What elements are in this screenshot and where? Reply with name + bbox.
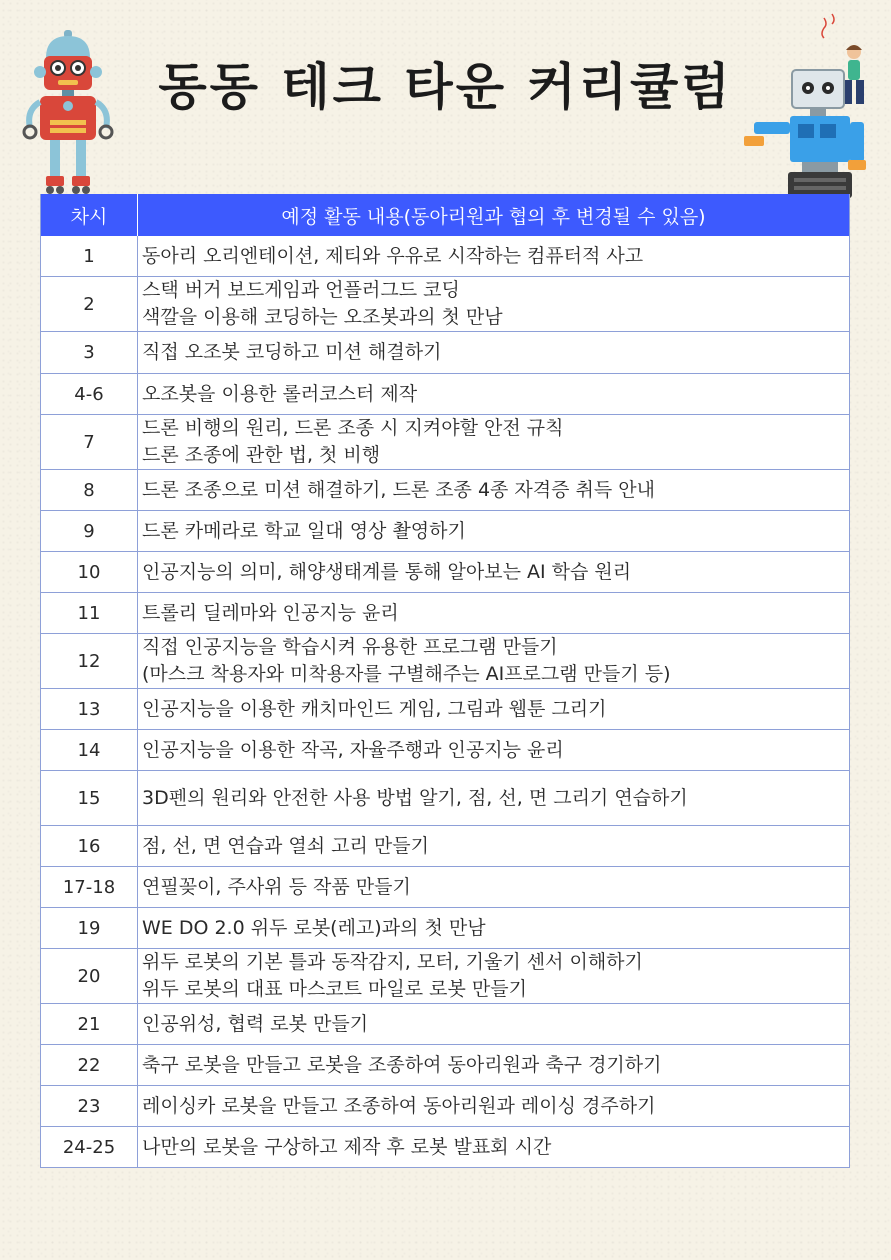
activity-cell xyxy=(138,730,849,770)
curriculum-table xyxy=(40,194,850,1168)
table-row xyxy=(41,1127,849,1168)
session-number: 21 xyxy=(41,1004,138,1044)
table-row xyxy=(41,908,849,949)
session-number: 17-18 xyxy=(41,867,138,907)
session-number: 22 xyxy=(41,1045,138,1085)
activity-cell xyxy=(138,277,849,331)
activity-line: 드론 조종에 관한 법, 첫 비행 xyxy=(142,444,381,466)
activity-line: 동아리 오리엔테이션, 제티와 우유로 시작하는 컴퓨터적 사고 xyxy=(142,244,644,267)
activity-line: WE DO 2.0 위두 로봇(레고)과의 첫 만남 xyxy=(142,916,486,939)
activity-cell xyxy=(138,1045,849,1085)
activity-cell xyxy=(138,1086,849,1126)
header-activity: 예정 활동 내용(동아리원과 협의 후 변경될 수 있음) xyxy=(281,205,706,228)
activity-cell xyxy=(138,511,849,551)
activity-line: 인공지능의 의미, 해양생태계를 통해 알아보는 AI 학습 원리 xyxy=(142,560,632,583)
activity-line: 오조봇을 이용한 롤러코스터 제작 xyxy=(142,382,418,405)
activity-cell xyxy=(138,771,849,825)
session-number: 8 xyxy=(41,470,138,510)
activity-line: 색깔을 이용해 코딩하는 오조봇과의 첫 만남 xyxy=(142,306,503,328)
activity-cell xyxy=(138,867,849,907)
table-row xyxy=(41,593,849,634)
red-robot-illustration xyxy=(22,28,114,196)
session-number: 4-6 xyxy=(41,374,138,414)
table-row xyxy=(41,634,849,689)
table-row xyxy=(41,949,849,1004)
table-row xyxy=(41,1086,849,1127)
activity-cell xyxy=(138,236,849,276)
table-row xyxy=(41,415,849,470)
activity-line: 드론 조종으로 미션 해결하기, 드론 조종 4종 자격증 취득 안내 xyxy=(142,478,655,501)
session-number: 11 xyxy=(41,593,138,633)
session-number: 2 xyxy=(41,277,138,331)
activity-cell xyxy=(138,593,849,633)
activity-line: 드론 비행의 원리, 드론 조종 시 지켜야할 안전 규칙 xyxy=(142,417,564,439)
table-row xyxy=(41,332,849,374)
session-number: 16 xyxy=(41,826,138,866)
session-number: 14 xyxy=(41,730,138,770)
activity-line: 인공지능을 이용한 캐치마인드 게임, 그림과 웹툰 그리기 xyxy=(142,697,607,720)
activity-cell xyxy=(138,1004,849,1044)
session-number: 9 xyxy=(41,511,138,551)
session-number: 19 xyxy=(41,908,138,948)
session-number: 7 xyxy=(41,415,138,469)
table-row xyxy=(41,470,849,511)
activity-cell xyxy=(138,374,849,414)
activity-line: 3D펜의 원리와 안전한 사용 방법 알기, 점, 선, 면 그리기 연습하기 xyxy=(142,786,688,809)
activity-line: 축구 로봇을 만들고 로봇을 조종하여 동아리원과 축구 경기하기 xyxy=(142,1053,662,1076)
activity-line: 드론 카메라로 학교 일대 영상 촬영하기 xyxy=(142,519,466,542)
blue-robot-illustration xyxy=(740,10,870,200)
table-row xyxy=(41,236,849,277)
activity-line: 연필꽂이, 주사위 등 작품 만들기 xyxy=(142,875,411,898)
activity-line: 직접 인공지능을 학습시켜 유용한 프로그램 만들기 xyxy=(142,636,558,658)
activity-cell xyxy=(138,908,849,948)
session-number: 13 xyxy=(41,689,138,729)
table-row xyxy=(41,730,849,771)
activity-line: 스택 버거 보드게임과 언플러그드 코딩 xyxy=(142,279,460,301)
activity-cell xyxy=(138,826,849,866)
activity-line: 인공위성, 협력 로봇 만들기 xyxy=(142,1012,369,1035)
activity-line: 나만의 로봇을 구상하고 제작 후 로봇 발표회 시간 xyxy=(142,1135,552,1158)
table-header xyxy=(41,194,849,236)
page-title: 동동 테크 타운 커리큘럼 xyxy=(158,58,733,116)
table-row xyxy=(41,511,849,552)
session-number: 3 xyxy=(41,332,138,373)
activity-line: 점, 선, 면 연습과 열쇠 고리 만들기 xyxy=(142,834,429,857)
activity-cell xyxy=(138,634,849,688)
table-body xyxy=(41,236,849,1168)
table-row xyxy=(41,1004,849,1045)
header-session: 차시 xyxy=(41,194,138,236)
activity-line: 위두 로봇의 대표 마스코트 마일로 로봇 만들기 xyxy=(142,978,527,1000)
session-number: 12 xyxy=(41,634,138,688)
activity-cell xyxy=(138,1127,849,1167)
session-number: 24-25 xyxy=(41,1127,138,1167)
activity-cell xyxy=(138,689,849,729)
activity-cell xyxy=(138,470,849,510)
table-row xyxy=(41,277,849,332)
activity-cell xyxy=(138,415,849,469)
table-row xyxy=(41,1045,849,1086)
table-row xyxy=(41,374,849,415)
activity-line: 트롤리 딜레마와 인공지능 윤리 xyxy=(142,601,399,624)
session-number: 15 xyxy=(41,771,138,825)
activity-line: (마스크 착용자와 미착용자를 구별해주는 AI프로그램 만들기 등) xyxy=(142,663,671,685)
activity-line: 위두 로봇의 기본 틀과 동작감지, 모터, 기울기 센서 이해하기 xyxy=(142,951,643,973)
session-number: 1 xyxy=(41,236,138,276)
activity-line: 레이싱카 로봇을 만들고 조종하여 동아리원과 레이싱 경주하기 xyxy=(142,1094,656,1117)
activity-line: 인공지능을 이용한 작곡, 자율주행과 인공지능 윤리 xyxy=(142,738,564,761)
table-row xyxy=(41,826,849,867)
session-number: 10 xyxy=(41,552,138,592)
activity-cell xyxy=(138,332,849,373)
table-row xyxy=(41,552,849,593)
table-row xyxy=(41,689,849,730)
table-row xyxy=(41,771,849,826)
activity-line: 직접 오조봇 코딩하고 미션 해결하기 xyxy=(142,341,442,363)
table-row xyxy=(41,867,849,908)
activity-cell xyxy=(138,949,849,1003)
activity-cell xyxy=(138,552,849,592)
session-number: 23 xyxy=(41,1086,138,1126)
session-number: 20 xyxy=(41,949,138,1003)
